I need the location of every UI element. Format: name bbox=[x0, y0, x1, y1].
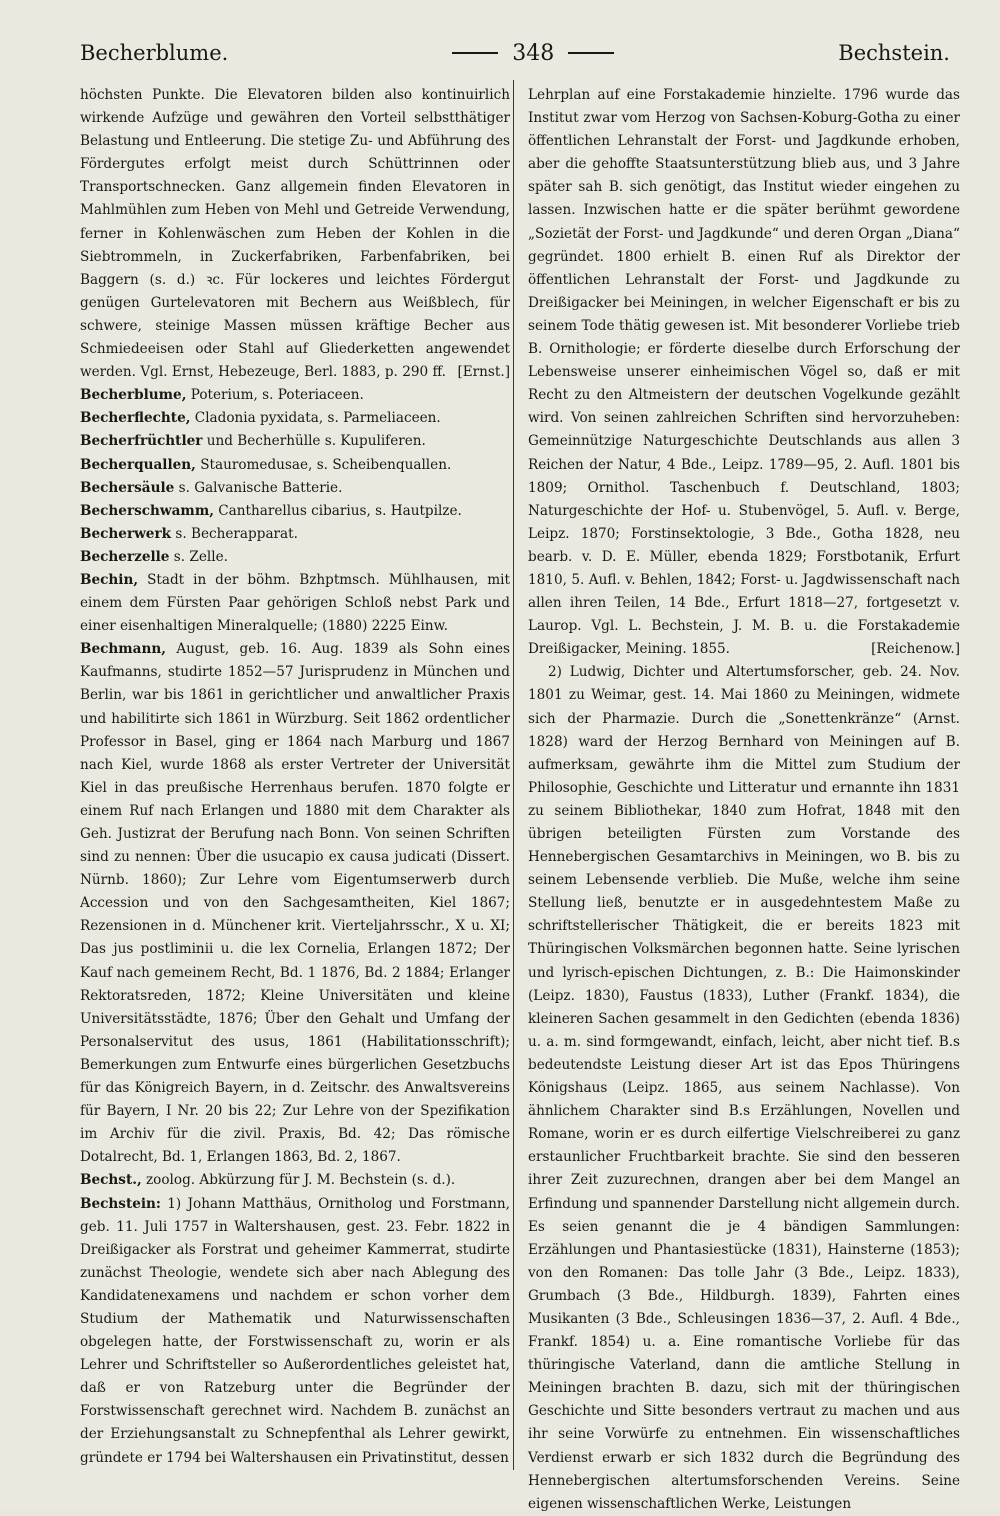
entry-becherflechte bbox=[80, 407, 510, 430]
ludwig-bechstein-paragraph bbox=[528, 661, 960, 1515]
entry-text: s. Galvanische Batterie. bbox=[174, 479, 343, 496]
headword: Bechst., bbox=[80, 1172, 142, 1189]
entry-text: s. Becherapparat. bbox=[171, 525, 298, 542]
elevator-text: höchsten Punkte. Die Elevatoren bilden also kontinuirlich wirkende Aufzüge und gewähren den Vorteil selbstthätiger Belastung und Entleerung. Die stetige Zu- und Abführung des Fördergutes erfolgt meist durch Schüttrinnen oder Transportschnecken. Ganz allgemein finden Elevatoren in Mahlmühlen zum Heben von Mehl und Getreide Verwendung, ferner in Kohlenwäschen zum Heben der Kohlen in die Siebtrommeln, in Zuckerfabriken, Farbenfabriken, bei Baggern (s. d.) ꝛc. Für lockeres und leichtes Fördergut genügen Gurtelevatoren mit Bechern aus Weißblech, für schwere, steinige Massen müssen kräftige Becher aus Schmiedeeisen oder Stahl auf Gliederketten angewendet werden. Vgl. Ernst, Hebezeuge, Berl. 1883, p. 290 ff. bbox=[80, 87, 510, 381]
page-number: 348 bbox=[512, 40, 555, 66]
header-left-keyword: Becherblume. bbox=[80, 41, 229, 65]
entry-becherwerk bbox=[80, 523, 510, 546]
column-rule bbox=[513, 80, 514, 1470]
right-column bbox=[528, 84, 960, 1516]
entry-becherzelle bbox=[80, 546, 510, 569]
entry-text: Cladonia pyxidata, s. Parmeliaceen. bbox=[190, 410, 441, 427]
entry-bechmann bbox=[80, 638, 510, 1169]
headword: Bechersäule bbox=[80, 479, 175, 496]
entry-becherblume bbox=[80, 384, 510, 407]
headword: Bechstein: bbox=[80, 1195, 161, 1212]
entry-becherschwamm bbox=[80, 500, 510, 523]
continuation-text: Lehrplan auf eine Forstakademie hinzielte. 1796 wurde das Institut zwar vom Herzog von Sachsen-Koburg-Gotha zu einer öffentlichen Lehranstalt der Forst- und Jagdkunde erhoben, aber die gehoffte Staatsunterstützung blieb aus, und 3 Jahre später sah B. sich genötigt, das Institut wieder eingehen zu lassen. Inzwischen hatte er die später berühmt gewordene „Sozietät der Forst- und Jagdkunde“ und deren Organ „Diana“ gegründet. 1800 erhielt B. einen Ruf als Direktor der öffentlichen Lehranstalt der Forst- und Jagdkunde zu Dreißigacker bei Meiningen, in welcher Eigenschaft er bis zu seinem Tode thätig gewesen ist. Mit besonderer Vorliebe trieb B. Ornithologie; er förderte dieselbe durch Erforschung der Lebensweise unserer einheimischen Vögel so, daß er mit Recht zu den Altmeistern der deutschen Vogelkunde gezählt wird. Von seinen zahlreichen Schriften sind hervorzuheben: Gemeinnützige Naturgeschichte Deutschlands aus allen 3 Reichen der Natur, 4 Bde., Leipz. 1789—95, 2. Aufl. 1801 bis 1809; Ornithol. Taschenbuch f. Deutschland, 1803; Naturgeschichte der Hof- u. Stubenvögel, 5. Aufl. v. Berge, Leipz. 1870; Forstinsektologie, 3 Bde., Gotha 1828, neu bearb. v. D. E. Müller, ebenda 1829; Forstbotanik, Erfurt 1810, 5. Aufl. v. Behlen, 1842; Forst- u. Jagdwissenschaft nach allen ihren Teilen, 14 Bde., Erfurt 1818—27, fortgesetzt v. Laurop. Vgl. L. Bechstein, J. M. B. u. die Forstakademie Dreißigacker, Meining. 1855. bbox=[528, 87, 960, 658]
entry-becherquallen bbox=[80, 454, 510, 477]
entry-text: Cantharellus cibarius, s. Hautpilze. bbox=[213, 502, 462, 519]
entry-text: 1) Johann Matthäus, Ornitholog und Forstmann, geb. 11. Juli 1757 in Waltershausen, gest. 23. Febr. 1822 in Dreißigacker als Forstrat und geheimer Kammerrat, studirte zunächst Theologie, wendete sich aber nach Ablegung des Kandidatenexamens und nachdem er schon vorher dem Studium der Mathematik und Naturwissenschaften obgelegen hatte, der Forstwissenschaft zu, worin er als Lehrer und Schriftsteller so Außerordentliches geleistet hat, daß er von Ratzeburg unter die Begründer der Forstwissenschaft gerechnet wird. Nachdem B. zunächst an der Erziehungsanstalt zu Schnepfenthal als Lehrer gewirkt, gründete er 1794 bei Waltershausen ein Privatinstitut, dessen bbox=[80, 1195, 510, 1466]
entry-text: und Becherhülle s. Kupuliferen. bbox=[202, 433, 426, 450]
headword: Becherwerk bbox=[80, 525, 172, 542]
header-right-keyword: Bechstein. bbox=[838, 41, 950, 65]
headword: Bechmann, bbox=[80, 641, 166, 658]
entry-becherfruechtler bbox=[80, 430, 510, 453]
entry-text: August, geb. 16. Aug. 1839 als Sohn eines Kaufmanns, studirte 1852—57 Jurisprudenz in München und Berlin, war bis 1861 in gerichtlicher und anwaltlicher Praxis und habilitirte sich 1861 in Würzburg. Seit 1862 ordentlicher Professor in Basel, ging er 1864 nach Marburg und 1867 nach Kiel, wurde 1868 als erster Vertreter der Universität Kiel in das preußische Herrenhaus berufen. 1870 folgte er einem Ruf nach Erlangen und 1880 mit dem Charakter als Geh. Justizrat der Berufung nach Bonn. Von seinen Schriften sind zu nennen: Über die usucapio ex causa judicati (Dissert. Nürnb. 1860); Zur Lehre vom Eigentumserwerb durch Accession und von den Sachgesamtheiten, Kiel 1867; Rezensionen in d. Münchener krit. Vierteljahrsschr., X u. XI; Das jus postliminii u. die lex Cornelia, Erlangen 1872; Der Kauf nach gemeinem Recht, Bd. 1 1876, Bd. 2 1884; Erlanger Rektoratsreden, 1872; Kleine Universitäten und kleine Universitätsstädte, 1876; Über den Gehalt und Umfang der Personalservitut des usus, 1861 (Habilitationsschrift); Bemerkungen zum Entwurfe eines bürgerlichen Gesetzbuchs für das Königreich Bayern, in d. Zeitschr. des Anwaltsvereins für Bayern, I Nr. 20 bis 22; Zur Lehre von der Spezifikation im Archiv für die zivil. Praxis, Bd. 42; Das römische Dotalrecht, Bd. 1, Erlangen 1863, Bd. 2, 1867. bbox=[80, 641, 510, 1166]
entry-text: zoolog. Abkürzung für J. M. Bechstein (s. d.). bbox=[141, 1172, 456, 1189]
author-signature: [Ernst.] bbox=[457, 364, 510, 381]
ludwig-text: 2) Ludwig, Dichter und Altertumsforscher, geb. 24. Nov. 1801 zu Weimar, gest. 14. Mai 1860 zu Meiningen, widmete sich der Pharmazie. Durch die „Sonettenkränze“ (Arnst. 1828) ward der Herzog Bernhard von Meiningen auf B. aufmerksam, gewährte ihm die Mittel zum Studium der Philosophie, Geschichte und Litteratur und ernannte ihn 1831 zu seinem Bibliothekar, 1840 zum Hofrat, 1848 mit den übrigen beteiligten Fürsten zum Vorstande des Hennebergischen Gesamtarchivs in Meiningen, wo B. bis zu seinem Lebensende verblieb. Die Muße, welche ihm seine Stellung ließ, benutzte er in ausgedehntestem Maße zu schriftstellerischer Thätigkeit, die er bereits 1823 mit Thüringischen Volksmärchen begonnen hatte. Seine lyrischen und lyrisch-epischen Dichtungen, z. B.: Die Haimonskinder (Leipz. 1830), Faustus (1833), Luther (Frankf. 1834), die kleineren Sachen gesammelt in den Gedichten (ebenda 1836) u. a. m. sind formgewandt, einfach, leicht, aber nicht tief. B.s bedeutendste Leistung dieser Art ist das Epos Thüringens Königshaus (Leipz. 1865, aus seinem Nachlasse). Von ähnlichem Charakter sind B.s Erzählungen, Novellen und Romane, worin er es durch eilfertige Vielschreiberei zu ganz erstaunlicher Fruchtbarkeit brachte. Sie sind den besseren ihrer Zeit zuzurechnen, drangen aber bei dem Mangel an Erfindung und spannender Darstellung nicht allgemein durch. Es seien genannt die je 4 bändigen Sammlungen: Erzählungen und Phantasiestücke (1831), Hainsterne (1853); von den Romanen: Das tolle Jahr (3 Bde., Leipz. 1833), Grumbach (3 Bde., Hildburgh. 1839), Fahrten eines Musikanten (3 Bde., Schleusingen 1836—37, 2. Aufl. 4 Bde., Frankf. 1854) u. a. Eine romantische Vorliebe für das thüringische Vaterland, dann die amtliche Stellung in Meiningen brachten B. dazu, sich mit der thüringischen Geschichte und Sitte besonders vertraut zu machen und aus ihr seine Vorwürfe zu entnehmen. Ein wissenschaftliches Verdienst erwarb er sich 1832 durch die Begründung des Hennebergischen altertumsforschenden Vereins. Seine eigenen wissenschaftlichen Werke, Leistungen bbox=[528, 664, 960, 1512]
headword: Becherfrüchtler bbox=[80, 433, 203, 450]
entry-text: Stauromedusae, s. Scheibenquallen. bbox=[195, 456, 452, 473]
headword: Becherflechte, bbox=[80, 410, 191, 427]
entry-text: Stadt in der böhm. Bzhptmsch. Mühlhausen, mit einem dem Fürsten Paar gehörigen Schloß nebst Park und einer eisenhaltigen Mineralquelle; (1880) 2225 Einw. bbox=[80, 571, 510, 635]
entry-text: s. Zelle. bbox=[169, 548, 228, 565]
running-head bbox=[80, 36, 950, 70]
entry-bechin bbox=[80, 569, 510, 638]
dash-left bbox=[452, 52, 498, 54]
headword: Bechin, bbox=[80, 571, 139, 588]
entry-bechst bbox=[80, 1169, 510, 1192]
left-column bbox=[80, 84, 510, 1470]
author-signature: [Reichenow.] bbox=[871, 641, 960, 658]
entry-text: Poterium, s. Poteriaceen. bbox=[186, 387, 364, 404]
elevator-paragraph bbox=[80, 84, 510, 384]
entry-bechstein bbox=[80, 1193, 510, 1470]
entry-bechersaeule bbox=[80, 477, 510, 500]
headword: Becherzelle bbox=[80, 548, 170, 565]
dash-right bbox=[568, 52, 614, 54]
headword: Becherschwamm, bbox=[80, 502, 214, 519]
bechstein-continuation bbox=[528, 84, 960, 661]
headword: Becherblume, bbox=[80, 387, 187, 404]
headword: Becherquallen, bbox=[80, 456, 196, 473]
page-number-group bbox=[452, 41, 614, 66]
